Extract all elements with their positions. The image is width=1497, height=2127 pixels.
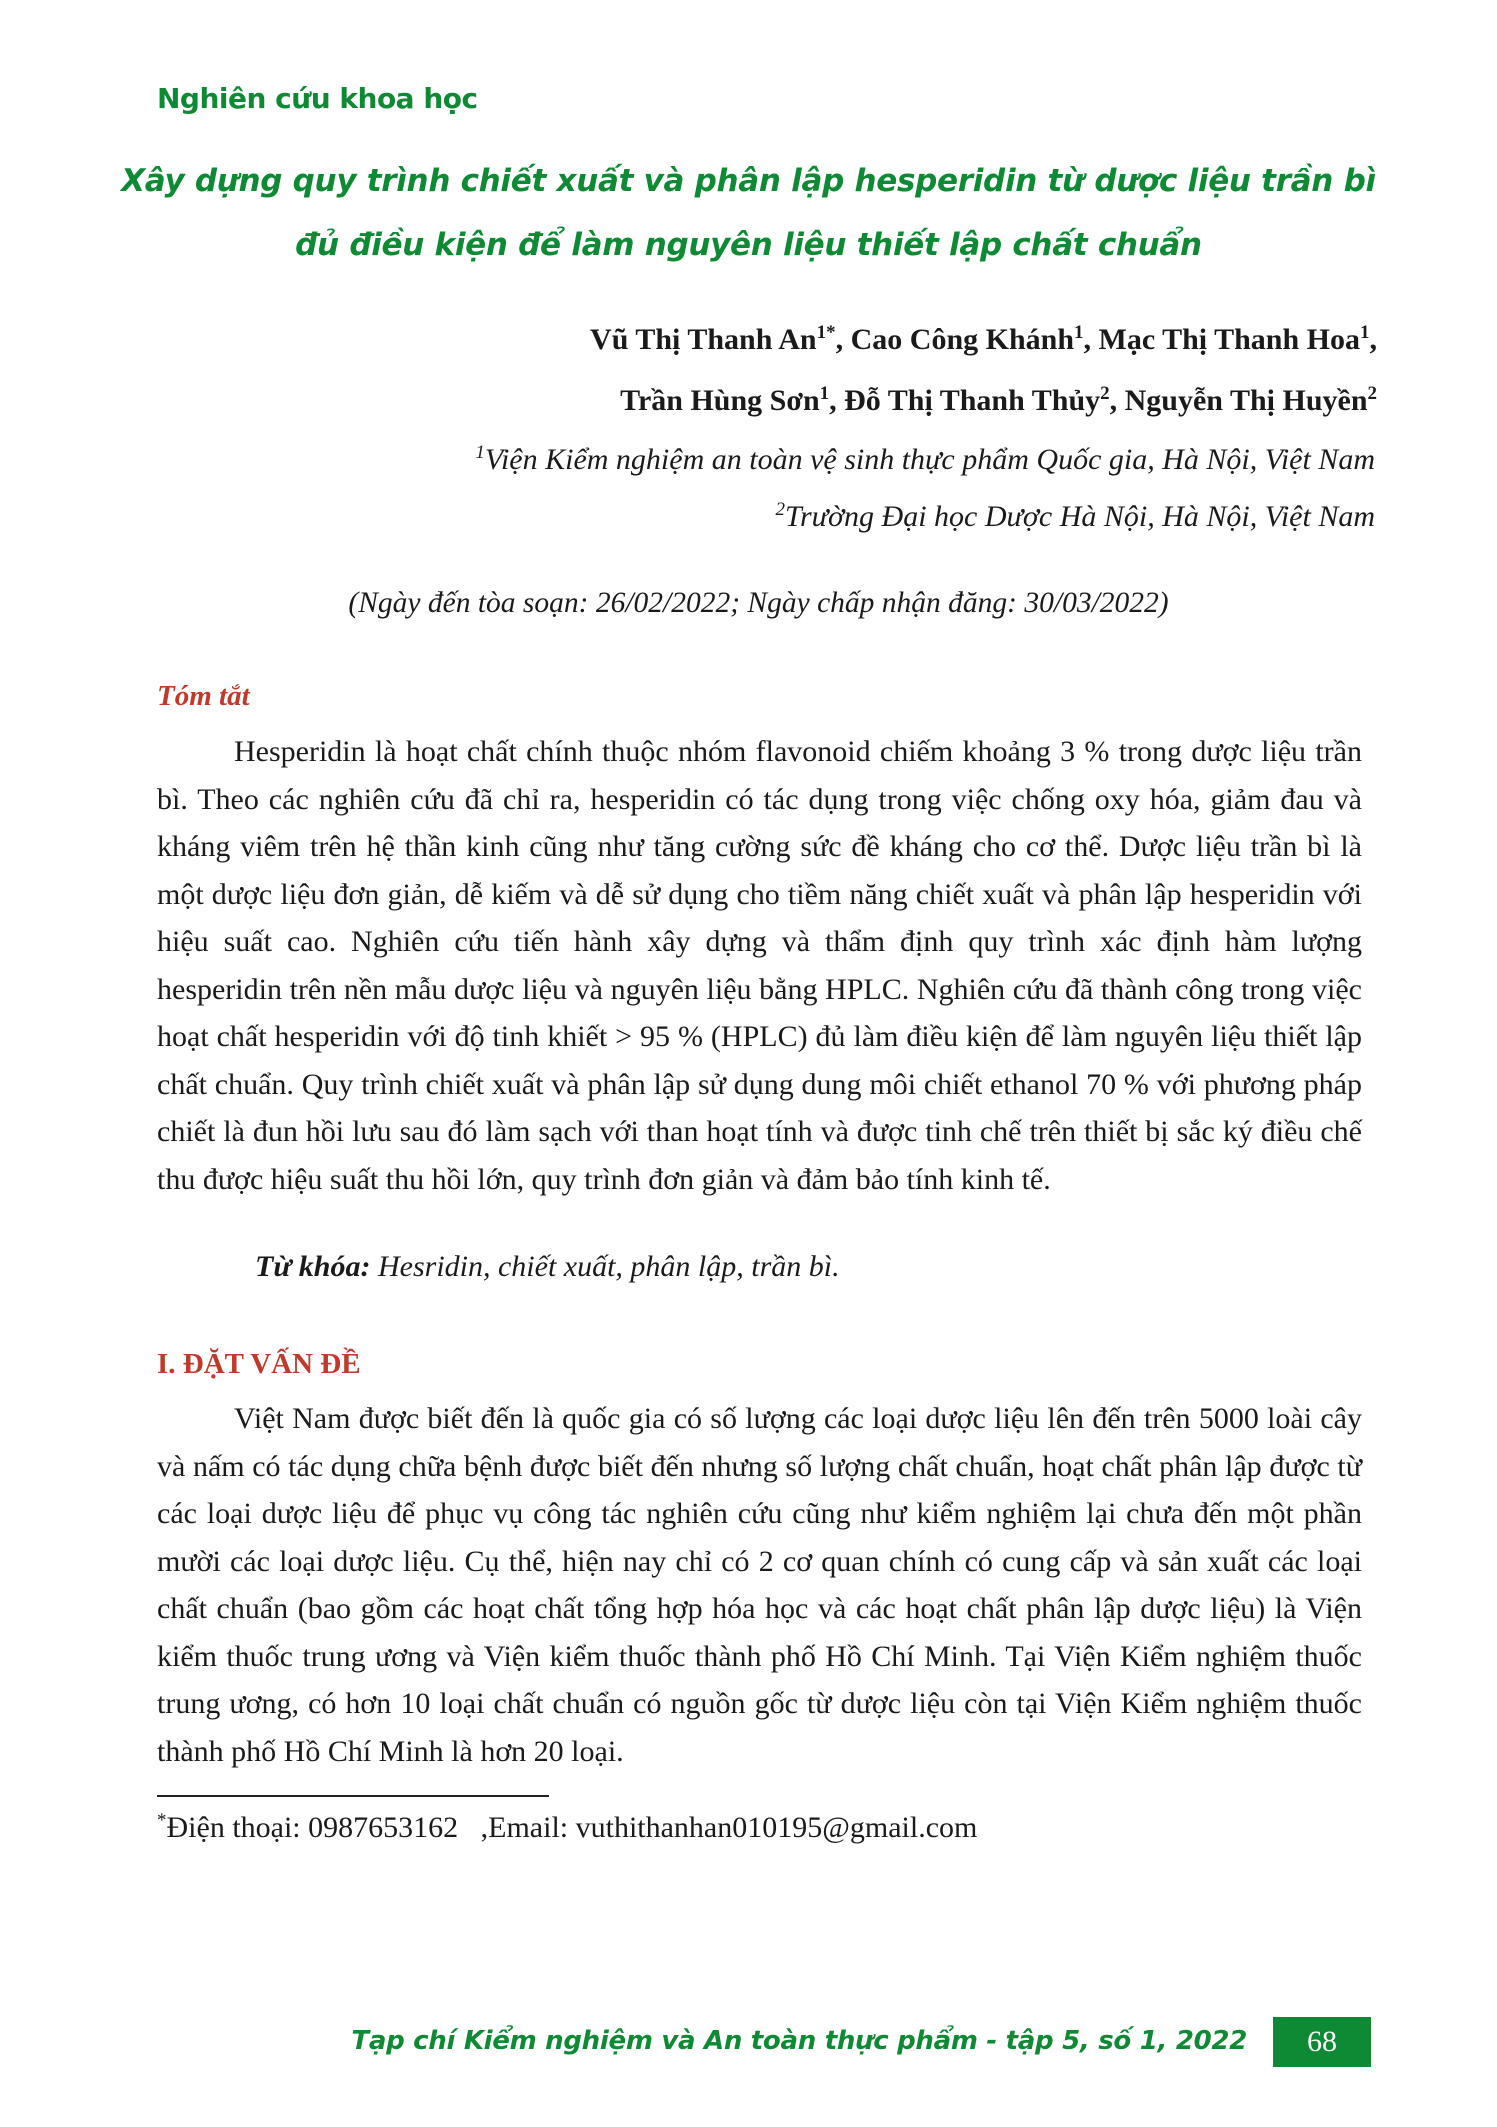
keywords: [157, 1250, 1362, 1284]
author-name: Nguyễn Thị Huyền: [1124, 384, 1368, 417]
abstract-body: [157, 728, 1362, 1203]
section-text: Việt Nam được biết đến là quốc gia có số lượng các loại dược liệu lên đến trên 5000 loài cây và nấm có tác dụng chữa bệnh được biết đến nhưng số lượng chất chuẩn, hoạt chất phân lập được từ các loại dược liệu để phục vụ công tác nghiên cứu cũng như kiểm nghiệm lại chưa đến một phần mười các loại dược liệu. Cụ thể, hiện nay chỉ có 2 cơ quan chính có cung cấp và sản xuất các loại chất chuẩn (bao gồm các hoạt chất tổng hợp hóa học và các hoạt chất phân lập dược liệu) là Viện kiểm thuốc trung ương và Viện kiểm thuốc thành phố Hồ Chí Minh. Tại Viện Kiểm nghiệm thuốc trung ương, có hơn 10 loại chất chuẩn có nguồn gốc từ dược liệu còn tại Viện Kiểm nghiệm thuốc thành phố Hồ Chí Minh là hơn 20 loại.: [157, 1402, 1362, 1768]
author-name: Vũ Thị Thanh An: [590, 323, 817, 356]
abstract-heading: Tóm tắt: [157, 680, 250, 712]
author-line-2: [620, 383, 1377, 418]
author-name: Đỗ Thị Thanh Thủy: [844, 384, 1101, 417]
author-affiliation-mark: 2: [1367, 383, 1377, 404]
keywords-label: Từ khóa:: [255, 1250, 371, 1283]
abstract-text: Hesperidin là hoạt chất chính thuộc nhóm flavonoid chiếm khoảng 3 % trong dược liệu trần bì. Theo các nghiên cứu đã chỉ ra, hesperidin có tác dụng trong việc chống oxy hóa, giảm đau và kháng viêm trên hệ thần kinh cũng như tăng cường sức đề kháng cho cơ thể. Dược liệu trần bì là một dược liệu đơn giản, dễ kiếm và dễ sử dụng cho tiềm năng chiết xuất và phân lập hesperidin với hiệu suất cao. Nghiên cứu tiến hành xây dựng và thẩm định quy trình xác định hàm lượng hesperidin trên nền mẫu dược liệu và nguyên liệu bằng HPLC. Nghiên cứu đã thành công trong việc hoạt chất hesperidin với độ tinh khiết > 95 % (HPLC) đủ làm điều kiện để làm nguyên liệu thiết lập chất chuẩn. Quy trình chiết xuất và phân lập sử dụng dung môi chiết ethanol 70 % với phương pháp chiết là đun hồi lưu sau đó làm sạch với than hoạt tính và được tinh chế trên thiết bị sắc ký điều chế thu được hiệu suất thu hồi lớn, quy trình đơn giản và đảm bảo tính kinh tế.: [157, 735, 1362, 1196]
received-accepted-dates: (Ngày đến tòa soạn: 26/02/2022; Ngày chấp nhận đăng: 30/03/2022): [348, 587, 1169, 619]
page-number-text: 68: [1307, 2025, 1337, 2058]
author-separator: ,: [835, 323, 851, 356]
section-label: Nghiên cứu khoa học: [157, 82, 478, 115]
author-line-1: [590, 322, 1377, 357]
author-separator: ,: [829, 384, 845, 417]
author-name: Trần Hùng Sơn: [620, 384, 820, 417]
author-affiliation-mark: 1: [819, 383, 830, 404]
affiliation-text: Viện Kiểm nghiệm an toàn vệ sinh thực phẩm Quốc gia, Hà Nội, Việt Nam: [484, 443, 1375, 476]
affiliation-2: [775, 499, 1375, 534]
footnote-divider: [157, 1795, 549, 1797]
author-name: Cao Công Khánh: [850, 323, 1075, 356]
affiliation-text: Trường Đại học Dược Hà Nội, Hà Nội, Việt Nam: [784, 500, 1375, 533]
affiliation-mark: 2: [775, 499, 785, 520]
author-separator: ,: [1109, 384, 1125, 417]
article-title-line-2: đủ điều kiện để làm nguyên liệu thiết lập chất chuẩn: [295, 227, 1202, 263]
author-affiliation-mark: 1: [1074, 322, 1084, 343]
section-heading: I. ĐẶT VẤN ĐỀ: [157, 1348, 361, 1380]
author-affiliation-mark: 1: [1360, 322, 1370, 343]
author-separator: ,: [1083, 323, 1099, 356]
keywords-text: Hesridin, chiết xuất, phân lập, trần bì.: [377, 1250, 840, 1283]
author-affiliation-mark: 2: [1100, 383, 1110, 404]
footnote-mark: *: [157, 1810, 167, 1831]
affiliation-mark: 1: [475, 442, 485, 463]
section-body: [157, 1395, 1362, 1775]
author-affiliation-mark: 1*: [816, 322, 836, 343]
author-separator: ,: [1369, 323, 1377, 356]
journal-footer: Tạp chí Kiểm nghiệm và An toàn thực phẩm - tập 5, số 1, 2022: [351, 2026, 1247, 2056]
footnote: [157, 1810, 977, 1845]
footnote-text: Điện thoại: 0987653162 ,Email: vuthithanhan010195@gmail.com: [166, 1811, 978, 1844]
article-title-line-1: Xây dựng quy trình chiết xuất và phân lập hesperidin từ dược liệu trần bì: [121, 163, 1376, 199]
page-number: [1273, 2017, 1371, 2067]
affiliation-1: [475, 442, 1375, 477]
author-name: Mạc Thị Thanh Hoa: [1098, 323, 1360, 356]
